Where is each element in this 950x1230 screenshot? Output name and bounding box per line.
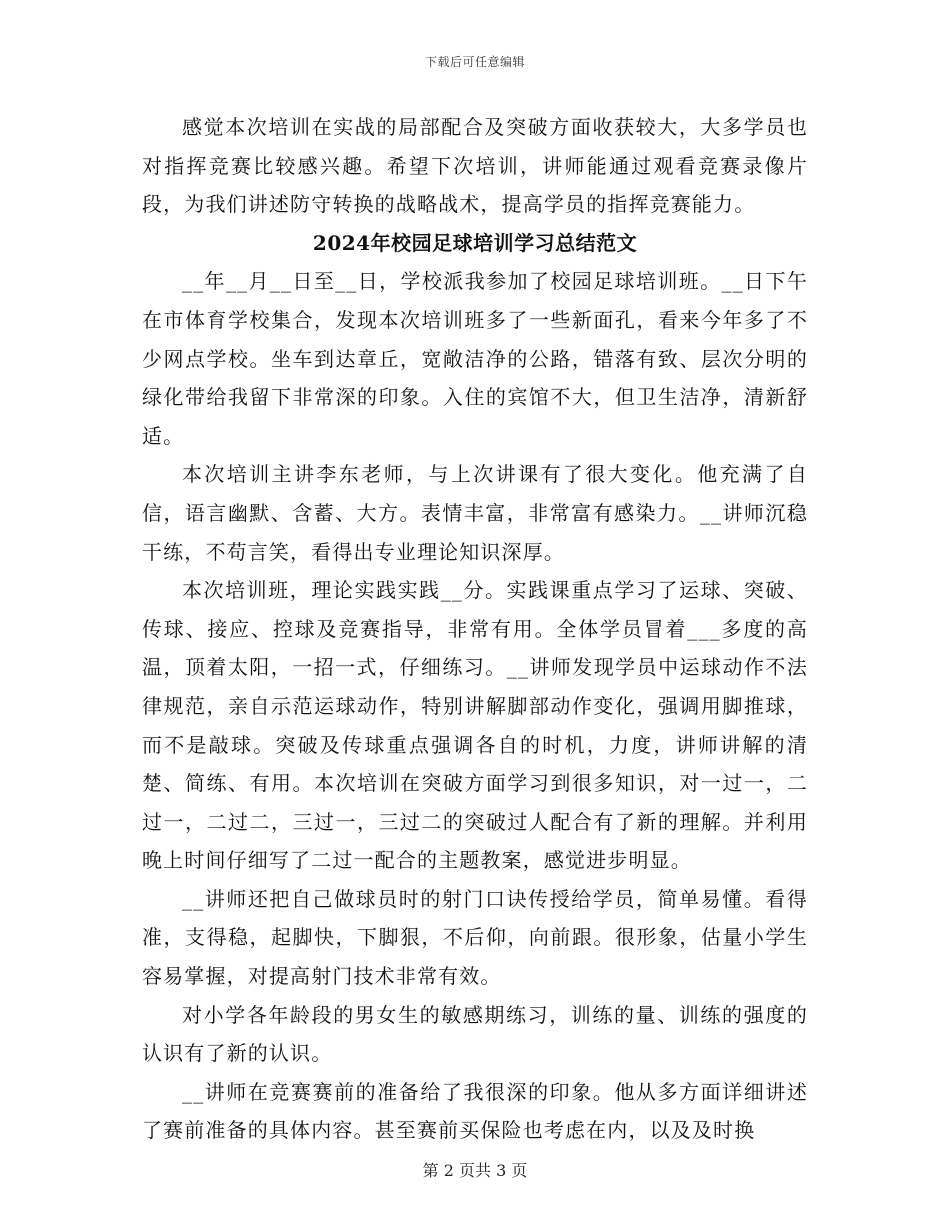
paragraph: __讲师在竞赛赛前的准备给了我很深的印象。他从多方面详细讲述了赛前准备的具体内容。甚至赛前买保险也考虑在内，以及及时换 [142, 1079, 808, 1143]
paragraph: 本次培训班，理论实践实践__分。实践课重点学习了运球、突破、传球、接应、控球及竞赛指导，非常有用。全体学员冒着___多度的高温，顶着太阳，一招一式，仔细练习。__讲师发现学员中运球动作不法律规范，亲自示范运球动作，特别讲解脚部动作变化，强调用脚推球，而不是敲球。突破及传球重点强调各自的时机，力度，讲师讲解的清楚、简练、有用。本次培训在突破方面学习到很多知识，对一过一，二过一，二过二，三过一，三过二的突破过人配合有了新的理解。并利用晚上时间仔细写了二过一配合的主题教案，感觉进步明显。 [142, 578, 808, 873]
paragraph: 对小学各年龄段的男女生的敏感期练习，训练的量、训练的强度的认识有了新的认识。 [142, 1002, 808, 1066]
document-title: 2024年校园足球培训学习总结范文 [312, 230, 638, 255]
intro-paragraph: 感觉本次培训在实战的局部配合及突破方面收获较大，大多学员也对指挥竞赛比较感兴趣。希望下次培训，讲师能通过观看竞赛录像片段，为我们讲述防守转换的战略战术，提高学员的指挥竞赛能力。 [142, 115, 808, 217]
paragraph: 本次培训主讲李东老师，与上次讲课有了很大变化。他充满了自信，语言幽默、含蓄、大方。表情丰富，非常富有感染力。__讲师沉稳干练，不苟言笑，看得出专业理论知识深厚。 [142, 462, 808, 564]
page-header: 下载后可任意编辑 [424, 55, 525, 69]
page-footer: 第 2 页共 3 页 [422, 1161, 528, 1180]
paragraph: __讲师还把自己做球员时的射门口诀传授给学员，简单易懂。看得准，支得稳，起脚快，下脚狠，不后仰，向前跟。很形象，估量小学生容易掌握，对提高射门技术非常有效。 [142, 886, 808, 989]
paragraph: __年__月__日至__日，学校派我参加了校园足球培训班。__日下午在市体育学校集合，发现本次培训班多了一些新面孔，看来今年多了不少网点学校。坐车到达章丘，宽敞洁净的公路，错落有致、层次分明的绿化带给我留下非常深的印象。入住的宾馆不大，但卫生洁净，清新舒适。 [142, 269, 808, 448]
document-body [142, 108, 808, 1150]
